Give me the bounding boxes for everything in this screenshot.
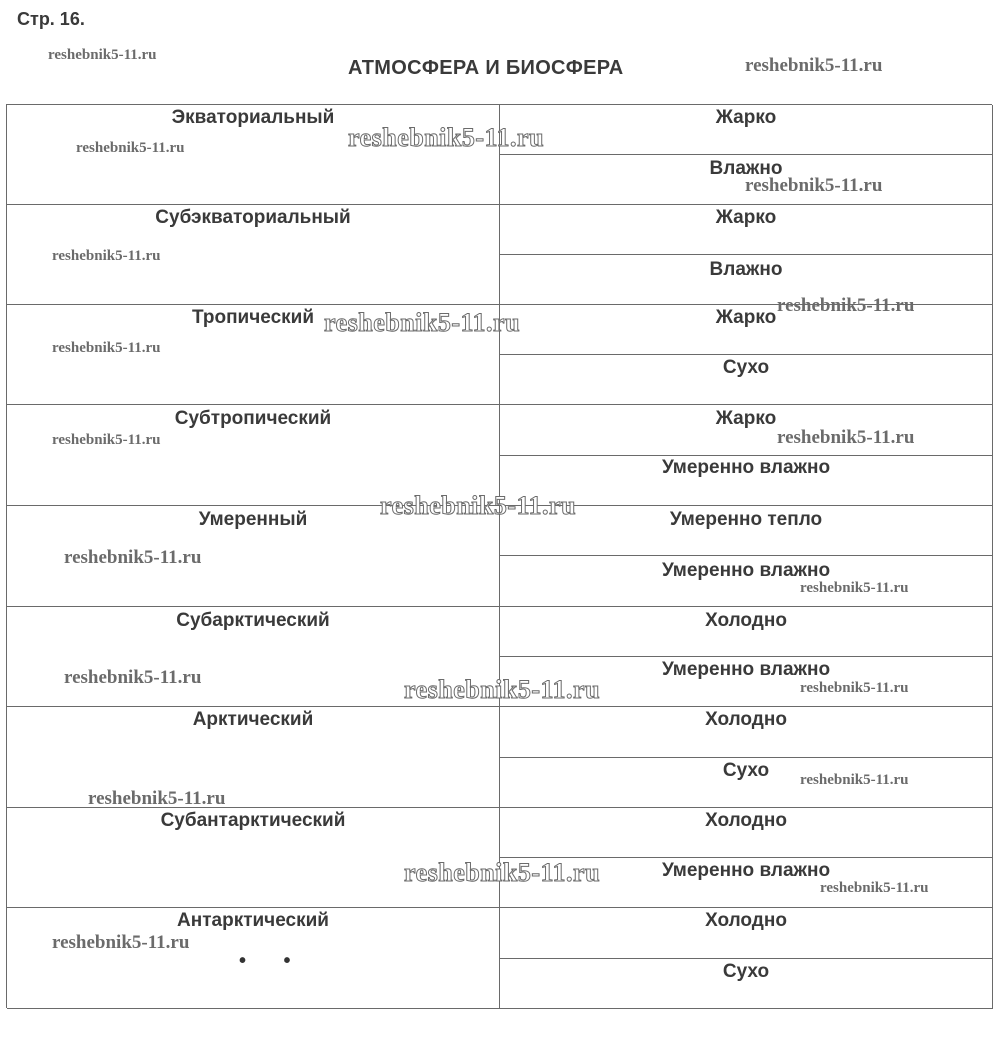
- belt-cell: Субэкваториальный: [7, 205, 500, 305]
- belt-cell: Тропический: [7, 305, 500, 405]
- watermark: reshebnik5-11.ru: [324, 308, 521, 337]
- trait-cell: Умеренно тепло: [500, 506, 993, 556]
- watermark: reshebnik5-11.ru: [348, 123, 545, 152]
- trait-cell: Жарко: [500, 205, 993, 255]
- belt-cell: Субантарктический: [7, 808, 500, 908]
- watermark: reshebnik5-11.ru: [800, 772, 909, 788]
- watermark: reshebnik5-11.ru: [52, 340, 161, 356]
- belt-cell: Субарктический: [7, 607, 500, 707]
- trait-cell: Умеренно влажно: [500, 858, 993, 908]
- trait-cell: Холодно: [500, 707, 993, 758]
- belt-cell: Умеренный: [7, 506, 500, 607]
- watermark: reshebnik5-11.ru: [64, 547, 202, 568]
- belt-cell: Экваториальный: [7, 105, 500, 205]
- watermark: reshebnik5-11.ru: [48, 47, 157, 63]
- trait-cell: Холодно: [500, 908, 993, 959]
- trait-cell: Холодно: [500, 808, 993, 858]
- trait-cell: Влажно: [500, 155, 993, 205]
- watermark: reshebnik5-11.ru: [76, 140, 185, 156]
- trait-cell: Сухо: [500, 959, 993, 1009]
- watermark: reshebnik5-11.ru: [800, 680, 909, 696]
- decorative-dots: • •: [239, 950, 307, 972]
- watermark: reshebnik5-11.ru: [404, 675, 601, 704]
- watermark: reshebnik5-11.ru: [88, 788, 226, 809]
- trait-cell: Жарко: [500, 105, 993, 155]
- trait-cell: Сухо: [500, 758, 993, 808]
- watermark: reshebnik5-11.ru: [777, 427, 915, 448]
- trait-cell: Жарко: [500, 305, 993, 355]
- watermark: reshebnik5-11.ru: [800, 580, 909, 596]
- trait-cell: Умеренно влажно: [500, 456, 993, 506]
- watermark: reshebnik5-11.ru: [52, 932, 190, 953]
- trait-cell: Умеренно влажно: [500, 657, 993, 707]
- climate-belts-table: [6, 104, 992, 1008]
- page-label: Стр. 16.: [17, 9, 85, 29]
- page-title: АТМОСФЕРА И БИОСФЕРА: [348, 57, 624, 79]
- watermark: reshebnik5-11.ru: [404, 858, 601, 887]
- trait-cell: Сухо: [500, 355, 993, 405]
- belt-cell: Антарктический: [7, 908, 500, 1009]
- trait-cell: Умеренно влажно: [500, 556, 993, 607]
- watermark: reshebnik5-11.ru: [745, 175, 883, 196]
- belt-cell: Субтропический: [7, 405, 500, 506]
- watermark: reshebnik5-11.ru: [777, 295, 915, 316]
- watermark: reshebnik5-11.ru: [820, 880, 929, 896]
- watermark: reshebnik5-11.ru: [52, 432, 161, 448]
- watermark: reshebnik5-11.ru: [745, 55, 883, 76]
- trait-cell: Влажно: [500, 255, 993, 305]
- trait-cell: Жарко: [500, 405, 993, 456]
- watermark: reshebnik5-11.ru: [52, 248, 161, 264]
- belt-cell: Арктический: [7, 707, 500, 808]
- watermark: reshebnik5-11.ru: [380, 491, 577, 520]
- trait-cell: Холодно: [500, 607, 993, 657]
- watermark: reshebnik5-11.ru: [64, 667, 202, 688]
